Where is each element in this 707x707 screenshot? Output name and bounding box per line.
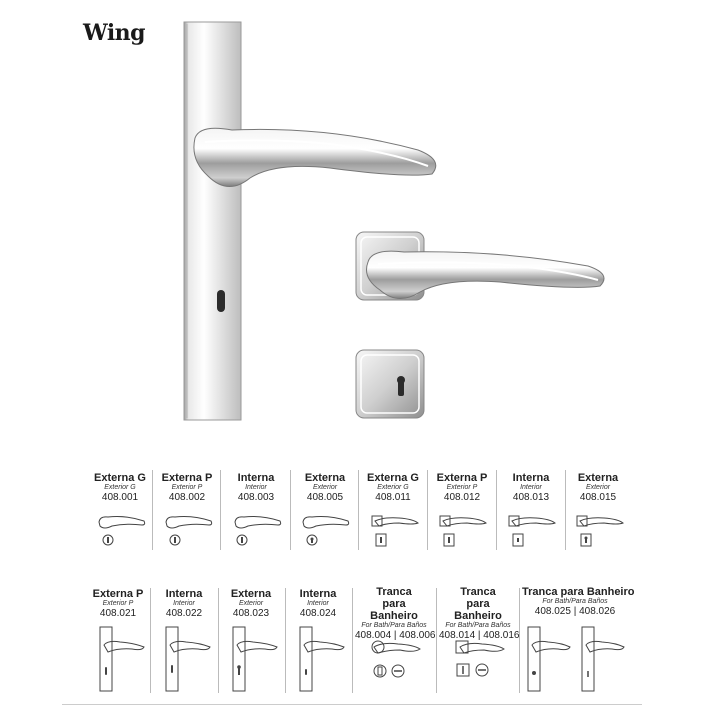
variant-subtitle: For Bath/Para Baños (361, 622, 427, 629)
variant-name: Interna (512, 472, 550, 484)
variant-name: Externa P (436, 472, 488, 484)
variant-subtitle: Exterior P (446, 484, 478, 491)
variant-cell[interactable] (500, 472, 562, 504)
variant-name: Tranca para Banheiro (370, 586, 418, 622)
separator (519, 588, 520, 693)
lever-round-cylinder-icon (300, 510, 352, 548)
variant-code: 408.014 | 408.016 (439, 630, 520, 641)
rose-lever-handle (356, 232, 604, 300)
separator (152, 470, 153, 550)
variant-cell[interactable] (431, 472, 493, 504)
separator (565, 470, 566, 550)
lever-square-cylinder-icon (574, 510, 626, 548)
plate-keyhole-icon (292, 625, 348, 693)
plate-keyhole-icon (158, 625, 214, 693)
separator (427, 470, 428, 550)
variant-code: 408.015 (579, 492, 617, 503)
variant-cell[interactable] (355, 586, 436, 642)
bath-lock-round-icon (368, 637, 424, 685)
variant-cell[interactable] (90, 472, 150, 504)
plate-cylinder-icon (225, 625, 281, 693)
variant-code: 408.011 (375, 492, 411, 503)
variant-code: 408.025 | 408.026 (534, 606, 616, 617)
lever-round-keyhole-icon (96, 510, 148, 548)
separator (496, 470, 497, 550)
variant-subtitle: Exterior G (104, 484, 136, 491)
variant-cell[interactable] (439, 586, 520, 642)
variant-code: 408.022 (165, 608, 203, 619)
variant-subtitle: Interior (520, 484, 542, 491)
variant-subtitle: Exterior G (377, 484, 409, 491)
variant-cell[interactable] (362, 472, 424, 504)
variant-subtitle: Exterior (238, 600, 264, 607)
variant-name: Externa (304, 472, 346, 484)
lever-square-keyhole-icon (369, 510, 421, 548)
variant-cell[interactable] (568, 472, 628, 504)
bath-lock-plate-icon (524, 625, 628, 693)
variant-subtitle: Interior (307, 600, 329, 607)
variant-cell[interactable] (522, 586, 635, 618)
lever-round-keyhole-icon (232, 510, 284, 548)
variant-code: 408.024 (299, 608, 337, 619)
variant-name: Tranca para Banheiro (454, 586, 502, 622)
variant-subtitle: Exterior P (102, 600, 134, 607)
variant-name: Externa (230, 588, 272, 600)
plate-keyhole-icon (92, 625, 148, 693)
variant-cell[interactable] (294, 472, 356, 504)
variant-name: Interna (165, 588, 203, 600)
variant-subtitle: Exterior (312, 484, 338, 491)
lever-square-keyhole-icon (437, 510, 489, 548)
variant-subtitle: For Bath/Para Baños (445, 622, 511, 629)
separator (285, 588, 286, 693)
bath-lock-square-icon (452, 637, 508, 685)
variant-subtitle: Exterior (585, 484, 611, 491)
variant-name: Externa P (92, 588, 144, 600)
lever-round-keyhole-icon (163, 510, 215, 548)
variant-code: 408.003 (237, 492, 275, 503)
variant-cell[interactable] (88, 588, 148, 620)
variant-cell[interactable] (154, 588, 214, 620)
variant-name: Interna (299, 588, 337, 600)
variant-cell[interactable] (157, 472, 217, 504)
separator (150, 588, 151, 693)
variant-cell[interactable] (221, 588, 281, 620)
variant-name: Externa P (161, 472, 213, 484)
variant-name: Tranca para Banheiro (522, 586, 635, 598)
variant-name: Externa (577, 472, 619, 484)
variant-subtitle: Interior (245, 484, 267, 491)
variant-code: 408.012 (443, 492, 481, 503)
separator (436, 588, 437, 693)
variant-code: 408.023 (232, 608, 270, 619)
product-title: Wing (83, 20, 146, 46)
variant-code: 408.001 (101, 492, 139, 503)
variant-subtitle: For Bath/Para Baños (542, 598, 608, 605)
variant-cell[interactable] (225, 472, 287, 504)
separator (220, 470, 221, 550)
variant-name: Interna (237, 472, 275, 484)
lever-square-keyhole-icon (506, 510, 558, 548)
variant-cell[interactable] (288, 588, 348, 620)
separator (218, 588, 219, 693)
variant-code: 408.021 (99, 608, 137, 619)
variant-code: 408.002 (168, 492, 206, 503)
variant-code: 408.013 (512, 492, 550, 503)
keyhole-rose (356, 350, 424, 418)
variant-code: 408.004 | 408.006 (355, 630, 436, 641)
variant-subtitle: Interior (173, 600, 195, 607)
separator (352, 588, 353, 693)
variant-name: Externa G (94, 472, 146, 484)
separator (358, 470, 359, 550)
divider (62, 704, 642, 705)
variant-name: Externa G (367, 472, 419, 484)
variant-code: 408.005 (306, 492, 344, 503)
variant-subtitle: Exterior P (171, 484, 203, 491)
separator (290, 470, 291, 550)
